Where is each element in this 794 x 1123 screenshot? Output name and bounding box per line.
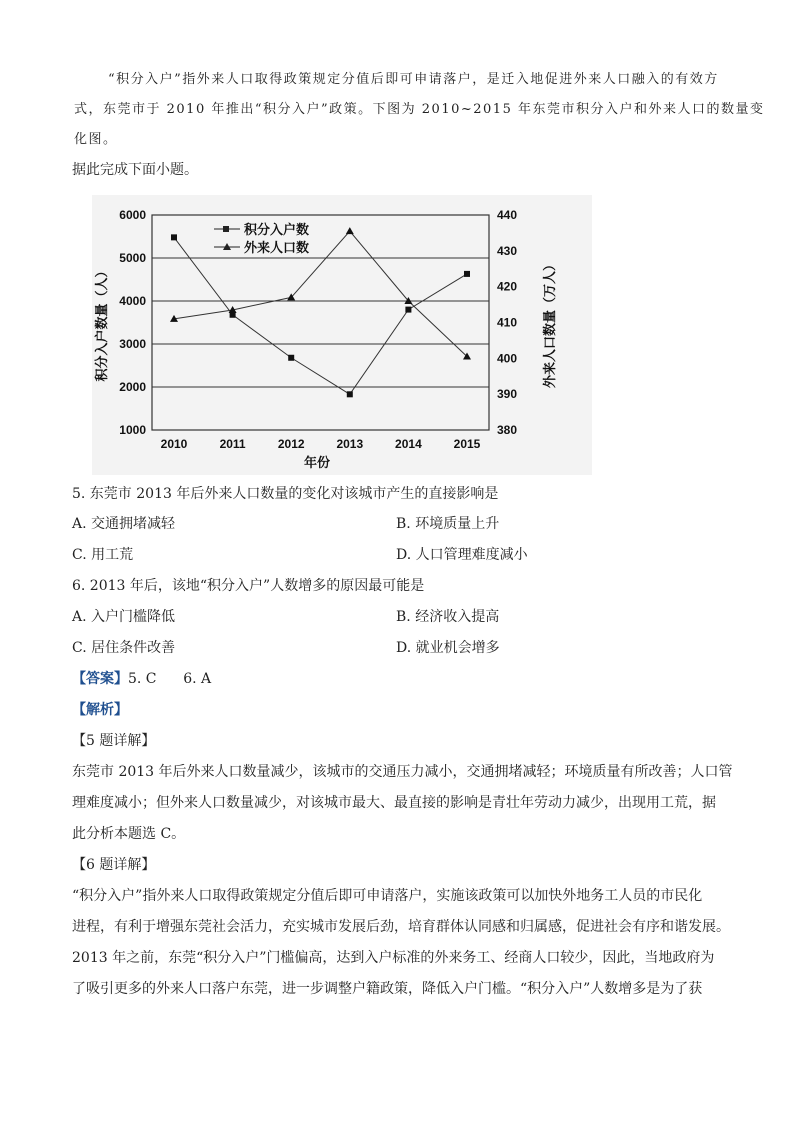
x-tick-label: 2015 xyxy=(453,437,481,451)
y-right-tick-label: 400 xyxy=(497,351,518,366)
q6-option-c: C. 居住条件改善 xyxy=(72,640,176,656)
x-axis-label: 年份 xyxy=(303,455,331,470)
x-tick-label: 2012 xyxy=(277,437,305,451)
q5-option-c: C. 用工荒 xyxy=(72,547,134,563)
data-point-square xyxy=(171,234,177,240)
y-right-axis-label: 外来人口数量（万人） xyxy=(542,257,557,389)
detail6-line-1: “积分入户”指外来人口取得政策规定分值后即可申请落户，实施该政策可以加快外地务工人员的市民化 xyxy=(72,888,703,904)
chart-svg xyxy=(92,195,592,475)
detail5-label: 【5 题详解】 xyxy=(72,733,156,749)
detail5-line-3: 此分析本题选 C。 xyxy=(72,826,186,842)
y-right-tick-label: 420 xyxy=(497,279,518,294)
dual-axis-line-chart xyxy=(92,195,592,475)
data-point-square xyxy=(464,271,470,277)
intro-line-2: 式，东莞市于 2010 年推出“积分入户”政策。下图为 2010~2015 年东莞市积分入户和外来人口的数量变 xyxy=(74,102,765,117)
detail6-line-4: 了吸引更多的外来人口落户东莞，进一步调整户籍政策，降低入户门槛。“积分入户”人数增多是为了获 xyxy=(72,981,703,997)
q5-option-b: B. 环境质量上升 xyxy=(396,516,500,532)
y-left-tick-label: 1000 xyxy=(119,423,146,437)
q6-option-b: B. 经济收入提高 xyxy=(396,609,500,625)
y-left-tick-label: 5000 xyxy=(119,251,146,265)
y-right-tick-label: 430 xyxy=(497,243,518,258)
detail6-line-2: 进程，有利于增强东莞社会活力，充实城市发展后劲，培育群体认同感和归属感，促进社会有序和谐发展。 xyxy=(72,919,730,935)
y-right-tick-label: 410 xyxy=(497,315,518,330)
data-point-square xyxy=(347,391,353,397)
detail6-label: 【6 题详解】 xyxy=(72,857,156,873)
x-tick-label: 2014 xyxy=(395,437,422,451)
detail5-line-1: 东莞市 2013 年后外来人口数量减少，该城市的交通压力减小，交通拥堵减轻；环境质量有所改善；人口管 xyxy=(72,764,733,780)
y-left-tick-label: 3000 xyxy=(119,337,146,351)
y-left-tick-label: 4000 xyxy=(119,294,146,308)
q6-option-d: D. 就业机会增多 xyxy=(396,640,500,656)
y-right-tick-label: 380 xyxy=(497,423,518,437)
q5-stem: 5. 东莞市 2013 年后外来人口数量的变化对该城市产生的直接影响是 xyxy=(72,486,499,502)
x-tick-label: 2013 xyxy=(336,437,364,451)
data-point-square xyxy=(288,355,294,361)
legend-series-2: 外来人口数 xyxy=(244,240,310,255)
q5-option-a: A. 交通拥堵减轻 xyxy=(72,516,176,532)
answer-label: 【答案】 xyxy=(72,671,128,687)
q5-option-d: D. 人口管理难度减小 xyxy=(396,547,528,563)
y-left-tick-label: 6000 xyxy=(119,208,146,222)
q6-stem: 6. 2013 年后，该地“积分入户”人数增多的原因最可能是 xyxy=(72,578,425,594)
legend-square-marker xyxy=(223,226,229,232)
detail6-line-3: 2013 年之前，东莞“积分入户”门槛偏高，达到入户标准的外来务工、经商人口较少，因此，当地政府为 xyxy=(72,950,715,966)
y-left-tick-label: 2000 xyxy=(119,380,146,394)
intro-line-4: 据此完成下面小题。 xyxy=(72,162,198,178)
y-right-tick-label: 440 xyxy=(497,208,518,222)
q6-option-a: A. 入户门槛降低 xyxy=(72,609,176,625)
data-point-square xyxy=(405,307,411,313)
y-right-tick-label: 390 xyxy=(497,387,518,402)
intro-line-3: 化图。 xyxy=(74,132,118,147)
x-tick-label: 2011 xyxy=(219,437,246,451)
y-left-axis-label: 积分入户数量（人） xyxy=(94,264,109,382)
analysis-label: 【解析】 xyxy=(72,702,128,718)
answer-line xyxy=(72,669,211,689)
detail5-line-2: 理难度减小；但外来人口数量减少，对该城市最大、最直接的影响是青壮年劳动力减少，出现用工荒，据 xyxy=(72,795,716,811)
answer-text: 5. C 6. A xyxy=(128,671,212,687)
x-tick-label: 2010 xyxy=(160,437,188,451)
intro-line-1: “积分入户”指外来人口取得政策规定分值后即可申请落户，是迁入地促进外来人口融入的有效方 xyxy=(108,72,719,87)
legend-series-1: 积分入户数 xyxy=(244,222,310,237)
